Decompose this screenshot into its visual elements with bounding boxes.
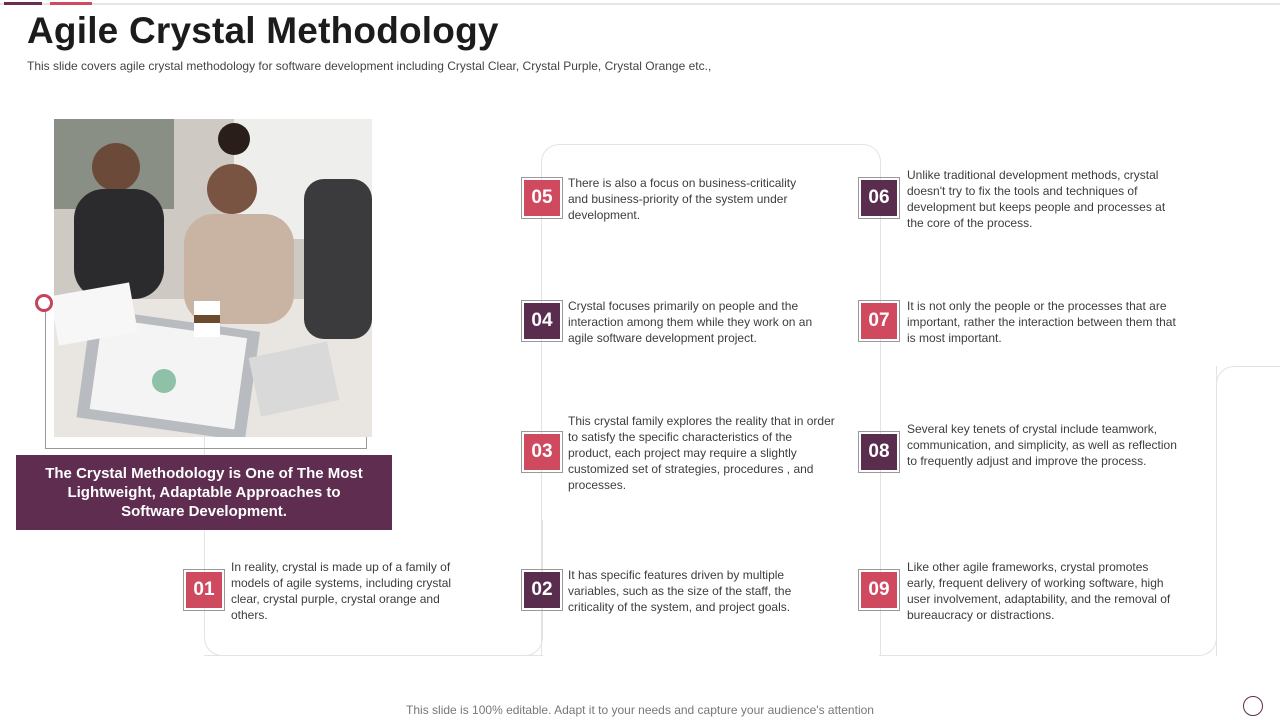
step-text-05: There is also a focus on business-criticality and business-priority of the system under development.	[568, 176, 797, 222]
top-accent-purple	[4, 2, 42, 5]
step-text-03: This crystal family explores the reality that in order to satisfy the specific characteristics of the product, each project may require a slightly customized set of strategies, procedures , and processes.	[568, 414, 835, 492]
top-accent-pink	[50, 2, 92, 5]
step-text-02: It has specific features driven by multiple variables, such as the size of the staff, the criticality of the system, and project goals.	[568, 568, 792, 614]
top-rule	[0, 3, 1280, 5]
corner-circle-icon	[1243, 696, 1263, 716]
step-text-06: Unlike traditional development methods, crystal doesn't try to fix the tools and techniques of development but keeps people and processes at the core of the process.	[907, 168, 1166, 230]
step-text-04: Crystal focuses primarily on people and the interaction among them while they work on an agile software development project.	[568, 299, 813, 345]
step-badge-03: 03	[521, 431, 563, 473]
step-text-01: In reality, crystal is made up of a family of models of agile systems, including crystal clear, crystal purple, crystal orange and others.	[231, 560, 452, 622]
step-badge-02: 02	[521, 569, 563, 611]
team-meeting-photo	[54, 119, 372, 437]
step-badge-05: 05	[521, 177, 563, 219]
step-text-08: Several key tenets of crystal include teamwork, communication, and simplicity, as well as reflection to frequently adjust and improve the process.	[907, 422, 1177, 468]
timeline-start-marker	[35, 294, 53, 312]
timeline-track-3-end	[1216, 366, 1280, 656]
page-subtitle: This slide covers agile crystal methodology for software development including Crystal Clear, Crystal Purple, Crystal Orange etc.,	[27, 59, 712, 73]
methodology-callout: The Crystal Methodology is One of The Most Lightweight, Adaptable Approaches to Software Development.	[16, 455, 392, 530]
step-badge-08: 08	[858, 431, 900, 473]
step-badge-07: 07	[858, 300, 900, 342]
footer-note: This slide is 100% editable. Adapt it to your needs and capture your audience's attention	[406, 703, 874, 717]
page-title: Agile Crystal Methodology	[27, 10, 499, 51]
step-badge-06: 06	[858, 177, 900, 219]
step-badge-04: 04	[521, 300, 563, 342]
step-badge-01: 01	[183, 569, 225, 611]
step-text-07: It is not only the people or the processes that are important, rather the interaction between them that is most important.	[907, 299, 1176, 345]
step-badge-09: 09	[858, 569, 900, 611]
step-text-09: Like other agile frameworks, crystal promotes early, frequent delivery of working software, high user involvement, adaptability, and the removal of bureaucracy or distractions.	[907, 560, 1171, 622]
